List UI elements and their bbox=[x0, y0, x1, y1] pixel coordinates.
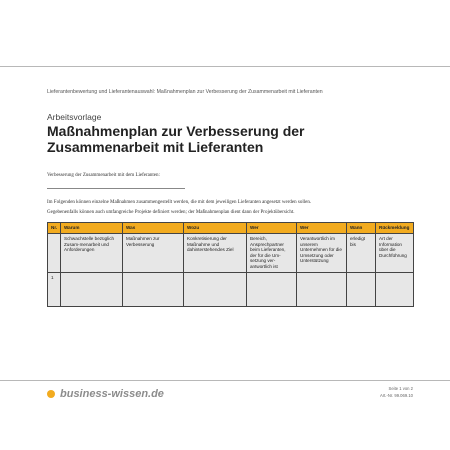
document-title: Maßnahmenplan zur Verbesserung der Zusammenarbeit mit Lieferanten bbox=[47, 123, 305, 155]
page-info bbox=[380, 385, 413, 399]
supplier-fill-line[interactable] bbox=[47, 188, 185, 189]
logo-text: business-wissen.de bbox=[60, 388, 164, 400]
table-cell[interactable] bbox=[376, 272, 414, 306]
column-header: Nr. bbox=[48, 223, 61, 234]
table-cell: erledigt bis bbox=[347, 234, 376, 273]
table-cell[interactable] bbox=[123, 272, 184, 306]
table-cell[interactable] bbox=[347, 272, 376, 306]
table-cell[interactable] bbox=[61, 272, 123, 306]
document-subtitle: Arbeitsvorlage bbox=[47, 112, 102, 122]
column-header: Wer bbox=[297, 223, 347, 234]
supplier-label: Verbesserung der Zusammenarbeit mit dem Lieferanten: bbox=[47, 173, 160, 178]
table-cell: Schwachstelle bezüglich Zusam-menarbeit und Anforderungen bbox=[61, 234, 123, 273]
table-cell[interactable] bbox=[247, 272, 297, 306]
table-cell[interactable] bbox=[297, 272, 347, 306]
table-row bbox=[48, 234, 414, 273]
page-number: Seite 1 von 2 bbox=[388, 386, 413, 391]
article-number: Art.-Nr. 99.069.10 bbox=[379, 393, 413, 398]
table-cell: 1 bbox=[48, 272, 61, 306]
table-cell: Konkretisierung der Maßnahme und dahinterstehendes Ziel bbox=[184, 234, 247, 273]
table-header-row bbox=[48, 223, 414, 234]
table-cell: Art der Information über die Durchführung bbox=[376, 234, 414, 273]
column-header: Wann bbox=[347, 223, 376, 234]
intro-paragraph-2: Gegebenenfalls können auch umfangreiche Projekte definiert werden; der Maßnahmenplan dient dann der Projektübersicht. bbox=[47, 210, 295, 215]
top-rule bbox=[0, 66, 450, 67]
column-header: Wer bbox=[247, 223, 297, 234]
table-row bbox=[48, 272, 414, 306]
column-header: Was bbox=[123, 223, 184, 234]
column-header: Rückmeldung bbox=[376, 223, 414, 234]
logo-dot-icon bbox=[47, 390, 55, 398]
column-header: Warum bbox=[61, 223, 123, 234]
intro-paragraph-1: Im Folgenden können einzelne Maßnahmen zusammengestellt werden, die mit dem jeweiligen Lieferanten angesetzt werden sollen. bbox=[47, 200, 312, 205]
table-cell bbox=[48, 234, 61, 273]
running-header: Lieferantenbewertung und Lieferantenauswahl: Maßnahmenplan zur Verbesserung der Zusammenarbeit mit Lieferanten bbox=[47, 89, 323, 95]
bottom-rule bbox=[0, 380, 450, 381]
table-cell[interactable] bbox=[184, 272, 247, 306]
table-cell: Maßnahmen zur Verbesserung bbox=[123, 234, 184, 273]
table-cell: Verantwortlich im unserem Unternehmen für die Umsetzung oder Unterstützung bbox=[297, 234, 347, 273]
brand-logo bbox=[47, 388, 164, 400]
action-plan-table bbox=[47, 222, 414, 307]
table-cell: Bereich, Ansprechpartner beim Lieferanten, der für die Um-setzung ver-antwortlich ist bbox=[247, 234, 297, 273]
column-header: Wozu bbox=[184, 223, 247, 234]
